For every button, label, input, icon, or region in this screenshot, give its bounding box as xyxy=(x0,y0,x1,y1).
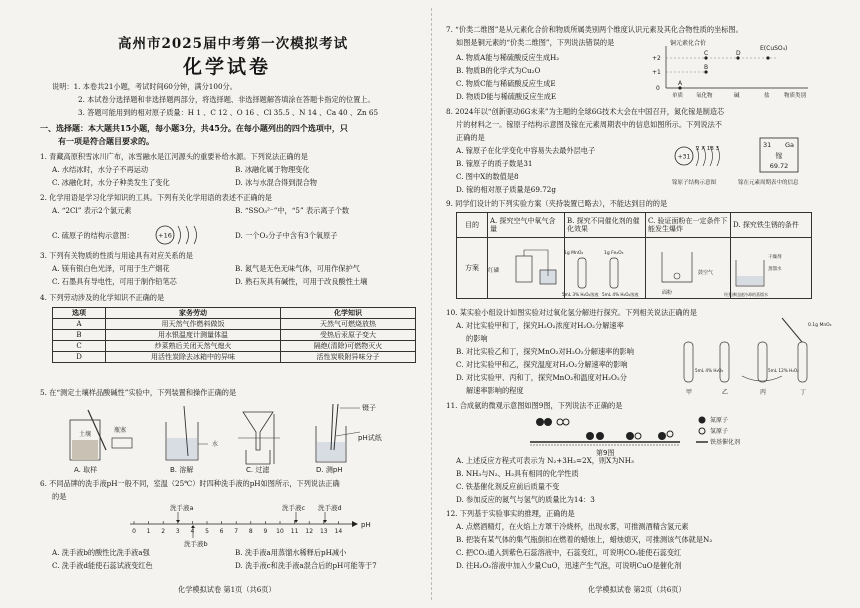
tube-yi-label: 乙 xyxy=(722,389,729,396)
table-row xyxy=(457,213,812,238)
ph-tick-label: 11 xyxy=(290,528,299,535)
table-cell: 炒菜熟后关闭天然气熄火 xyxy=(106,341,281,352)
mno2-label: 1g MnO₂ xyxy=(564,251,584,256)
q10-option-b: B. 对比实验乙和丁，探究MnO₂对H₂O₂分解速率的影响 xyxy=(456,347,634,356)
ga-nucleus-label: +31 xyxy=(677,153,691,161)
ph-tick-label: 7 xyxy=(234,528,239,535)
section-heading: 一、选择题：本大题共15小题，每小题3分，共45分。在每小题列出的四个选项中，只 xyxy=(40,123,348,133)
q7-option-d: D. 物质D能与稀硫酸反应生成E xyxy=(456,92,557,101)
point-b-label: B xyxy=(704,64,709,71)
footer-right: 化学模拟试卷 第2页（共6页） xyxy=(588,585,686,594)
ph-tick-label: 3 xyxy=(175,528,180,535)
ph-scale-chart xyxy=(120,502,370,552)
q8-stem: 8. 2024年以“创新驱动6G未来”为主题的全球6G技术大会在中国召开，氮化镓是制造芯 xyxy=(446,107,725,116)
cell-name: 镓 xyxy=(775,152,783,160)
marker-d-label: 洗手液d xyxy=(318,504,342,512)
q5-option-d: D. 测pH xyxy=(316,466,343,474)
q1-option-d: D. 冰与水混合得到混合物 xyxy=(235,178,317,187)
x-category: 氧化物 xyxy=(696,93,713,99)
q7-option-a: A. 物质A能与稀硫酸反应生成H₂ xyxy=(456,53,560,62)
q10-stem: 10. 某实验小组设计如图实验对过氧化氢分解进行探究。下列相关说法正确的是 xyxy=(446,308,697,317)
mno2-label: 0.1g MnO₂ xyxy=(808,323,832,328)
ph-tick-label: 13 xyxy=(319,528,328,535)
ga-caption-1: 镓原子结构示意图 xyxy=(672,180,717,186)
table-cell: 受热后汞原子变大 xyxy=(281,330,416,341)
ph-tick-label: 2 xyxy=(161,528,166,535)
q8-stem-3: 正确的是 xyxy=(456,133,485,142)
table-row xyxy=(53,341,416,352)
point-e-label: E(CuSO₄) xyxy=(760,45,788,52)
water-label: 水 xyxy=(212,441,219,448)
exam-subject: 化学试卷 xyxy=(183,56,272,78)
ammonia-synthesis-diagram xyxy=(530,414,770,456)
table-header-cell: 方案 xyxy=(457,238,488,299)
table-cell: C. 验证面粉在一定条件下能发生爆炸 xyxy=(646,213,731,238)
h2o2-3pct-label: 5mL 3% H₂O₂溶液 xyxy=(562,292,599,297)
q3-option-d: D. 熟石灰具有碱性，可用于改良酸性土壤 xyxy=(235,277,368,286)
fig-9-caption: 第9图 xyxy=(596,449,615,457)
x-category: 物质类别 xyxy=(784,93,807,99)
q5-option-c: C. 过滤 xyxy=(246,466,270,474)
table-cell: 天然气可燃烧放热 xyxy=(281,319,416,330)
q2-option-c: C. 硫原子的结构示意图： xyxy=(52,231,134,240)
q7-stem-2: 如图是铜元素的“价类二维图”，下列说法错误的是 xyxy=(456,38,615,47)
q6-option-c: C. 洗手液d能使石蕊试液变红色 xyxy=(52,561,153,570)
ph-tick-label: 10 xyxy=(276,528,284,535)
flour-label: 面粉 xyxy=(662,290,673,296)
ph-axis-arrow xyxy=(352,521,358,527)
q10-option-a: A. 对比实验甲和丁，探究H₂O₂浓度对H₂O₂分解速率 xyxy=(456,321,624,330)
tweezers-label: 镊子 xyxy=(362,404,376,412)
cell-mass: 69.72 xyxy=(769,162,789,170)
ph-tick-label: 12 xyxy=(305,528,314,535)
q8-option-b: B. 镓原子的质子数是31 xyxy=(456,159,533,168)
q10-option-c: C. 对比实验甲和乙，探究温度对H₂O₂分解速率的影响 xyxy=(456,360,628,369)
q8-option-c: C. 图中X的数值是8 xyxy=(456,172,519,181)
q7-option-c: C. 物质C能与稀硫酸反应生成E xyxy=(456,79,556,88)
y-tick: 0 xyxy=(656,85,660,92)
ph-tick-label: 8 xyxy=(248,528,253,535)
q6-option-a: A. 洗手液b的酸性比洗手液a强 xyxy=(52,548,150,557)
q12-stem: 12. 下列基于实验事实的推理，正确的是 xyxy=(446,509,575,518)
q12-option-d: D. 往H₂O₂溶液中加入少量CuO，迅速产生气泡，可说明CuO是催化剂 xyxy=(456,561,682,570)
q10-test-tubes xyxy=(672,316,832,406)
table-cell: 隔绝(清除)可燃物灭火 xyxy=(281,341,416,352)
y-tick: +2 xyxy=(652,55,661,62)
distilled-water-label: 蒸馏水 xyxy=(768,267,782,272)
ph-tick-label: 5 xyxy=(205,528,209,535)
sol-12pct-label: 5mL 12% H₂O₂ xyxy=(768,368,799,373)
table-row xyxy=(53,319,416,330)
table-cell: B. 探究不同催化剂的催化效果 xyxy=(565,213,646,238)
table-cell: 用活性炭除去冰箱中的异味 xyxy=(106,352,281,363)
q5-stem: 5. 在“测定土壤样品酸碱性”实验中，下列装置和操作正确的是 xyxy=(40,388,237,397)
table-header-row xyxy=(53,308,416,319)
marker-b-label: 洗手液b xyxy=(184,540,208,548)
q12-option-b: B. 把装有某气体的集气瓶倒扣在燃着的蜡烛上，蜡烛熄灭，可推测该气体就是N₂ xyxy=(456,535,713,544)
ph-tick-label: 6 xyxy=(219,528,224,535)
q3-stem: 3. 下列有关物质的性质与用途具有对应关系的是 xyxy=(40,251,193,260)
q7-stem: 7. “价类二维图”是从元素化合价和物质所属类别两个维度认识元素及其化合物性质的坐标图。 xyxy=(446,25,743,34)
cell-symbol: Ga xyxy=(785,141,795,149)
table-row xyxy=(53,352,416,363)
tube-jia-label: 甲 xyxy=(686,389,693,396)
table-header-cell: 化学知识 xyxy=(281,308,416,319)
footer-left: 化学模拟试卷 第1页（共6页） xyxy=(178,585,276,594)
ph-axis-label: pH xyxy=(361,521,371,529)
q1-option-c: C. 冰融化时，水分子种类发生了变化 xyxy=(52,178,170,187)
table-cell: D. 探究铁生锈的条件 xyxy=(731,213,812,238)
table-cell: C xyxy=(53,341,106,352)
ph-tick-label: 1 xyxy=(146,528,151,535)
q9-stem: 9. 同学们设计的下列实验方案（夹持装置已略去），不能达到目的的是 xyxy=(446,199,668,208)
q11-stem: 11. 合成氨的微观示意图如图9图，下列说法不正确的是 xyxy=(446,401,623,410)
point-c-label: C xyxy=(704,50,709,57)
ph-tick-label: 9 xyxy=(263,528,268,535)
point-e xyxy=(766,56,769,59)
soil-label: 土壤 xyxy=(78,431,92,438)
q5-option-a: A. 取样 xyxy=(74,466,98,474)
sulfur-nucleus-label: +16 xyxy=(158,231,172,240)
q2-option-b: B. “SSO₃²⁻”中，“5” 表示离子个数 xyxy=(235,206,350,215)
ga-shells-label: 2 X 18 3 xyxy=(696,146,720,152)
table-header-cell: 目的 xyxy=(457,213,488,238)
q2-stem: 2. 化学用语是学习化学知识的工具。下列有关化学用语的表述不正确的是 xyxy=(40,193,272,202)
q6-stem: 6. 不同品牌的洗手液pH一般不同，室温（25℃）时四种洗手液的pH如图所示，下列说法正确 xyxy=(40,479,340,488)
valence-class-chart xyxy=(648,38,828,100)
ga-caption-2: 镓在元素周期表中的信息 xyxy=(738,180,799,186)
q11-option-b: B. NH₃与N₂、H₂具有相同的化学性质 xyxy=(456,469,579,478)
note-3: 3. 答题可能用到的相对原子质量：H 1 、C 12 、O 16 、Cl 35.5 、N 14 、Ca 40 、Zn 65 xyxy=(78,108,379,117)
note-2: 2. 本试卷分选择题和非选择题两部分，将选择题、非选择题解答填涂在答题卡指定的位置上。 xyxy=(78,95,375,104)
q10-option-a-cont: 的影响 xyxy=(466,334,488,343)
q9-apparatus-figure xyxy=(486,246,812,304)
table-cell: 活性炭吸附异味分子 xyxy=(281,352,416,363)
table-cell: A. 探究空气中氧气含量 xyxy=(488,213,565,238)
exam-title: 高州市2025届中考第一次模拟考试 xyxy=(118,36,349,52)
q8-option-a: A. 镓原子在化学变化中容易失去最外层电子 xyxy=(456,146,596,155)
q5-option-b: B. 溶解 xyxy=(170,466,194,474)
marker-c-label: 洗手液c xyxy=(282,504,306,512)
q10-option-d-cont: 解速率影响的程度 xyxy=(466,386,524,395)
stopper-label: 瓶塞 xyxy=(113,427,127,434)
gallium-figure xyxy=(672,136,822,188)
table-row xyxy=(53,330,416,341)
tube-ding-label: 丁 xyxy=(800,389,807,396)
table-cell: B xyxy=(53,330,106,341)
q11-option-a: A. 上述反应方程式可表示为 N₂+3H₂=2X，则X为NH₃ xyxy=(456,456,634,465)
q4-table xyxy=(52,307,416,363)
q11-option-c: C. 铁基催化剂反应前后质量不变 xyxy=(456,482,560,491)
fe2o3-label: 1g Fe₂O₃ xyxy=(604,251,624,256)
table-header-cell: 选项 xyxy=(53,308,106,319)
q1-option-b: B. 冰融化属于物理变化 xyxy=(235,165,310,174)
boiled-water-label: 经煮沸迅速冷却的蒸馏水 xyxy=(724,292,768,297)
q10-option-d: D. 对比实验甲、丙和丁，探究MnO₂和温度对H₂O₂分 xyxy=(456,373,627,382)
q3-option-c: C. 石墨具有导电性，可用于制作铅笔芯 xyxy=(52,277,177,286)
q12-option-c: C. 把CO₂通入到紫色石蕊溶液中，石蕊变红，可说明CO₂能使石蕊变红 xyxy=(456,548,682,557)
q2-option-a: A. “2Cl” 表示2个氯元素 xyxy=(52,206,132,215)
q8-option-d: D. 镓的相对原子质量是69.72g xyxy=(456,185,556,194)
table-cell: 用天然气作燃料做饭 xyxy=(106,319,281,330)
x-category: 盐 xyxy=(764,93,770,99)
chart-title: 铜元素化合价 xyxy=(670,40,707,47)
ph-tick-label: 14 xyxy=(334,528,343,535)
table-cell: 用水银温度计测量体温 xyxy=(106,330,281,341)
h2o2-4pct-label: 5mL 4% H₂O₂溶液 xyxy=(602,292,639,297)
q6-option-d: D. 洗手液c和洗手液a混合后的pH可能等于7 xyxy=(235,561,377,570)
ph-tick-label: 4 xyxy=(190,528,195,535)
note-1: 说明：1. 本卷共21小题，考试时间60分钟，满分100分。 xyxy=(52,82,237,91)
legend-nitrogen: 氮原子 xyxy=(710,417,729,424)
q7-option-b: B. 物质B的化学式为Cu₂O xyxy=(456,66,541,75)
desiccant-label: 干燥剂 xyxy=(768,255,782,260)
q3-option-a: A. 镁有银白色光泽，可用于生产烟花 xyxy=(52,264,170,273)
x-category: 单质 xyxy=(672,93,684,99)
sol-4pct-label: 5mL 4% H₂O₂ xyxy=(695,368,724,373)
column-divider xyxy=(431,8,432,600)
tube-bing-label: 丙 xyxy=(760,389,767,396)
q1-option-a: A. 水结冰时，水分子不再运动 xyxy=(52,165,149,174)
q2-option-d: D. 一个O₂分子中含有3个氧原子 xyxy=(235,231,338,240)
ph-tick-label: 0 xyxy=(132,528,136,535)
q1-stem: 1. 青藏高原积雪冰川广布，冰雪融水是江河源头的重要补给水源。下列说法正确的是 xyxy=(40,152,308,161)
ph-paper-label: pH试纸 xyxy=(358,434,382,442)
x-category: 碱 xyxy=(734,93,740,99)
point-a-label: A xyxy=(678,80,683,87)
legend-catalyst: 铁基催化剂 xyxy=(710,439,741,446)
section-heading-2: 有一项是符合题目要求的。 xyxy=(58,136,154,146)
q6-option-b: B. 洗手液a用蒸馏水稀释后pH减小 xyxy=(235,548,347,557)
y-tick: +1 xyxy=(652,69,661,76)
q6-stem-2: 的是 xyxy=(52,492,67,501)
sulfur-atom-diagram xyxy=(152,222,222,248)
table-header-cell: 家务劳动 xyxy=(106,308,281,319)
cell-number: 31 xyxy=(763,141,772,149)
table-cell: A xyxy=(53,319,106,330)
q3-option-b: B. 氮气是无色无味气体，可用作保护气 xyxy=(235,264,360,273)
q12-option-a: A. 点燃酒精灯，在火焰上方罩干冷烧杯，出现水雾，可推测酒精含氢元素 xyxy=(456,522,689,531)
q8-stem-2: 片的材料之一。镓原子结构示意图及镓在元素周期表中的信息如图所示。下列说法不 xyxy=(456,120,722,129)
blow-air-label: 鼓空气 xyxy=(698,270,714,276)
table-cell: D xyxy=(53,352,106,363)
q11-option-d: D. 参加反应的氮气与氢气的质量比为14：3 xyxy=(456,495,595,504)
red-phosphorus-label: 红磷 xyxy=(488,268,500,274)
q5-apparatus-figure xyxy=(48,400,418,472)
legend-hydrogen: 氢原子 xyxy=(710,428,729,435)
point-d-label: D xyxy=(736,50,741,57)
q4-stem: 4. 下列劳动涉及的化学知识不正确的是 xyxy=(40,293,165,302)
marker-a-label: 洗手液a xyxy=(170,504,194,512)
